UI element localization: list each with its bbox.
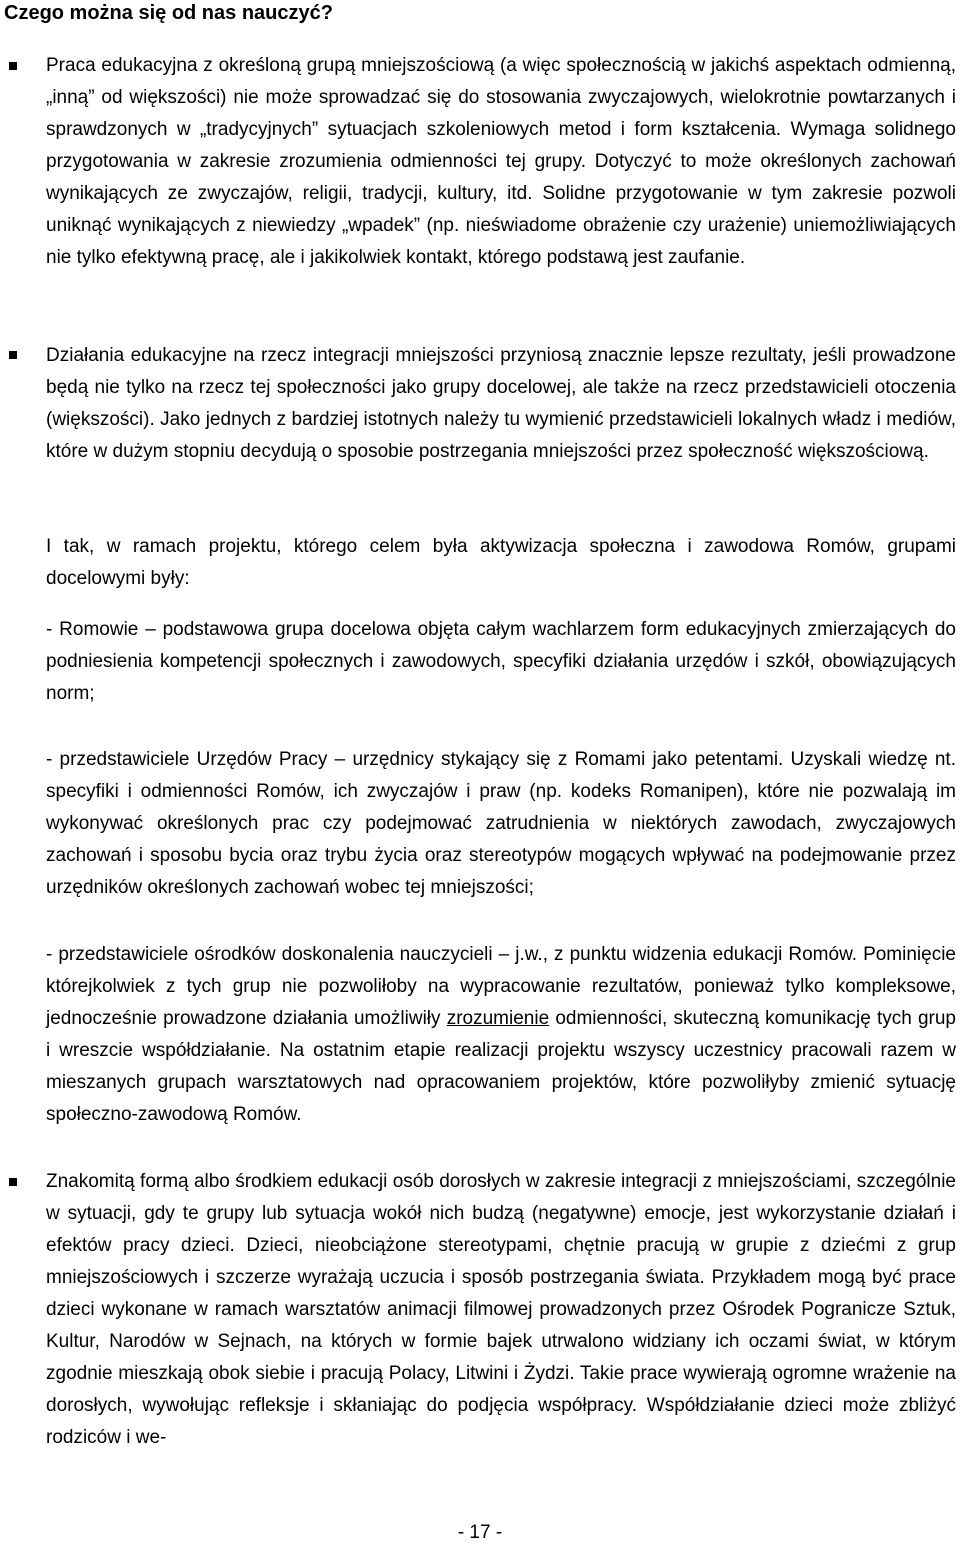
intro-paragraph: I tak, w ramach projektu, którego celem była aktywizacja społeczna i zawodowa Romów, grupami docelowymi były: xyxy=(46,536,956,589)
teachers-text-end: odmienności, skuteczną komunikację tych grup i wreszcie współdziałanie. Na ostatnim etapie realizacji projektu wszyscy uczestnicy pracowali razem w mieszanych grupach warsztatowych nad opracowaniem projektów, które pozwoliłyby zmienić sytuację społeczno-zawodową Romów. xyxy=(46,1008,956,1125)
bullet-marker-1 xyxy=(9,62,17,70)
section-heading: Czego można się od nas nauczyć? xyxy=(4,2,333,24)
bullet-marker-2 xyxy=(9,351,17,359)
underlined-word: zrozumienie xyxy=(446,1008,550,1029)
page-number: - 17 - xyxy=(457,1522,503,1543)
bullet-marker-3 xyxy=(9,1178,17,1186)
target-group-teacher-centres xyxy=(46,939,956,1131)
bullet-paragraph-3: Znakomitą formą albo środkiem edukacji osób dorosłych w zakresie integracji z mniejszościami, szczególnie w sytuacji, gdy te grupy lub sytuacja wokół nich budzą (negatywne) emocje, jest wykorzystanie działań i efektów pracy dzieci. Dzieci, nieobciążone stereotypami, chętnie pracują w grupie z dziećmi z grup mniejszościowych i szczerze wyrażają uczucia i sposób postrzegania świata. Przykładem mogą być prace dzieci wykonane w ramach warsztatów animacji filmowej prowadzonych przez Ośrodek Pogranicze Sztuk, Kultur, Narodów w Sejnach, na których w formie bajek utrwalono widziany ich oczami świat, w którym zgodnie mieszkają obok siebie i pracują Polacy, Litwini i Żydzi. Takie prace wywierają ogromne wrażenie na dorosłych, wywołując refleksje i skłaniając do podjęcia współpracy. Współdziałanie dzieci może zbliżyć rodziców i we- xyxy=(46,1171,956,1448)
target-group-roma: - Romowie – podstawowa grupa docelowa objęta całym wachlarzem form edukacyjnych zmierzających do podniesienia kompetencji społecznych i zawodowych, specyfiki działania urzędów i szkół, obowiązujących norm; xyxy=(46,619,956,704)
teachers-text-start: - przedstawiciele ośrodków doskonalenia nauczycieli – j.w., z punktu widzenia edukacji Romów. Pominięcie którejkolwiek z tych grup nie pozwoliłoby na wypracowanie rezultatów, ponieważ tylko kompleksowe, jednocześnie prowadzone działania umożliwiły xyxy=(46,944,956,1029)
bullet-paragraph-1: Praca edukacyjna z określoną grupą mniejszościową (a więc społecznością w jakichś aspektach odmienną, „inną” od większości) nie może sprowadzać się do stosowania zwyczajowych, wielokrotnie powtarzanych i sprawdzonych w „tradycyjnych” sytuacjach szkoleniowych metod i form kształcenia. Wymaga solidnego przygotowania w zakresie zrozumienia odmienności tej grupy. Dotyczyć to może określonych zachowań wynikających ze zwyczajów, religii, tradycji, kultury, itd. Solidne przygotowanie w tym zakresie pozwoli uniknąć wynikających z niewiedzy „wpadek” (np. nieświadome obrażenie czy urażenie) uniemożliwiających nie tylko efektywną pracę, ale i jakikolwiek kontakt, którego podstawą jest zaufanie. xyxy=(46,55,956,268)
target-group-labour-offices: - przedstawiciele Urzędów Pracy – urzędnicy stykający się z Romami jako petentami. Uzyskali wiedzę nt. specyfiki i odmienności Romów, ich zwyczajów i praw (np. kodeks Romanipen), które nie pozwalają im wykonywać określonych prac czy podejmować zatrudnienia w niektórych zawodach, zwyczajowych zachowań i sposobu bycia oraz trybu życia oraz stereotypów mogących wpływać na podejmowanie przez urzędników określonych zachowań wobec tej mniejszości; xyxy=(46,749,956,898)
bullet-paragraph-2: Działania edukacyjne na rzecz integracji mniejszości przyniosą znacznie lepsze rezultaty, jeśli prowadzone będą nie tylko na rzecz tej społeczności jako grupy docelowej, ale także na rzecz przedstawicieli otoczenia (większości). Jako jednych z bardziej istotnych należy tu wymienić przedstawicieli lokalnych władz i mediów, które w dużym stopniu decydują o sposobie postrzegania mniejszości przez społeczność większościową. xyxy=(46,345,956,462)
